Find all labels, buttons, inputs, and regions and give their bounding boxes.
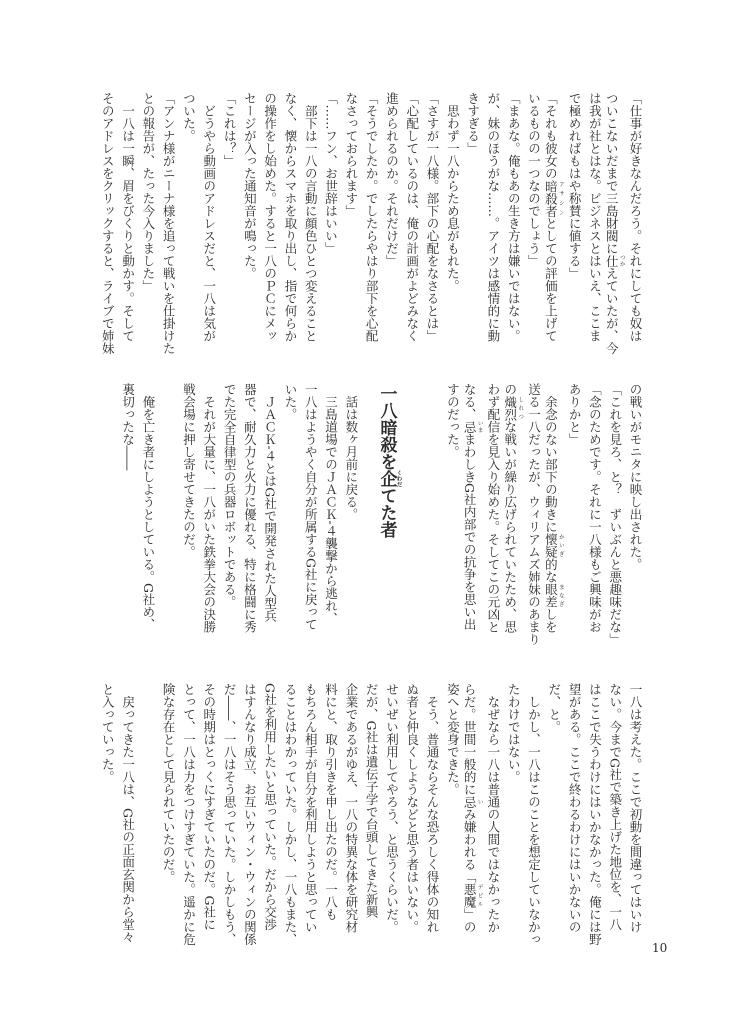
text-run: 」の	[462, 908, 478, 933]
text-run: 「さすが一八様。部下の心配をなさるとは」	[425, 92, 441, 342]
text-run: すのだった。	[445, 383, 461, 458]
text-line	[381, 683, 401, 953]
ruby-reading: かいぎ	[557, 533, 564, 558]
ruby-text	[604, 254, 625, 268]
text-run: 「これは？」	[222, 92, 238, 167]
ruby-base: 忌	[462, 795, 478, 808]
text-run: きすぎる」	[465, 92, 481, 155]
text-run: なる、	[462, 383, 478, 421]
text-run: 一八暗殺を	[376, 385, 397, 470]
text-run: 「仕事が好きなんだろう。それにしても奴は	[628, 92, 643, 342]
text-run: その時期はとっくにすぎていたのだ。G社に	[201, 683, 217, 931]
text-run: 「念のためです。それに一八様もご興味がお	[587, 383, 603, 633]
text-line	[503, 383, 523, 653]
text-run: 送る一八だったが、ウィリアムズ姉妹のあまり	[526, 383, 542, 646]
text-run: 余念のない部下の動きに	[543, 383, 559, 533]
text-line	[523, 683, 543, 953]
text-run: 器で、耐久力と火力に優れる、特に格闘に秀	[242, 383, 258, 633]
text-line	[584, 92, 604, 362]
text-line	[341, 683, 361, 953]
text-line	[178, 383, 198, 653]
text-line	[259, 383, 279, 653]
text-line	[178, 683, 198, 953]
text-run: なく、懐からスマホを取り出し、指で何らか	[282, 92, 298, 342]
page-number: 10	[652, 941, 668, 955]
ruby-base: 忌	[462, 420, 478, 433]
text-line	[625, 683, 645, 953]
text-line	[280, 92, 300, 362]
text-line	[625, 92, 645, 362]
text-run: まわしきG社内部での抗争を思い出	[462, 433, 478, 631]
section-heading	[376, 383, 402, 653]
text-run: とって、一八は力をつけすぎていた。遥かに危	[181, 683, 197, 946]
text-line	[564, 92, 584, 362]
ruby-reading: まなざ	[557, 583, 564, 608]
ruby-base: 熾烈	[502, 395, 518, 421]
text-line	[401, 92, 421, 362]
text-run: いるものの一つなのでしょう」	[526, 92, 542, 267]
text-run: の操作をし始めた。すると一八のＰＣにメッ	[262, 92, 278, 342]
text-run: G社を利用したいと思っていた。だから交渉	[262, 683, 278, 931]
text-run: 「それも彼女の	[543, 92, 559, 180]
text-run: らだ。世間一般的に	[462, 683, 478, 796]
text-line	[422, 683, 442, 953]
text-run: としての評価を上げて	[543, 217, 559, 342]
text-run: たわけではない。	[506, 683, 522, 783]
text-run: てた者	[376, 487, 397, 538]
text-run: 一八はようやく自分が所属するG社に戻って	[303, 383, 319, 631]
text-run: 思わず一八からため息がもれた。	[445, 92, 461, 292]
text-line	[544, 383, 564, 653]
text-run: 「まあな。俺もあの生き方は嫌いではない。	[506, 92, 522, 342]
text-line	[97, 683, 117, 953]
text-run: 「……フン、お世辞はいい」	[323, 92, 339, 255]
text-run: 戻ってきた一八は、G社の正面玄関から堂々	[120, 683, 136, 943]
text-line	[604, 683, 624, 953]
ruby-text	[462, 420, 483, 434]
text-run: そのアドレスをクリックすると、ライブで姉妹	[100, 92, 116, 355]
text-line	[604, 383, 624, 653]
text-line	[320, 683, 340, 953]
text-run: それが大量に、一八がいた鉄拳大会の決勝	[201, 383, 217, 633]
ruby-text	[543, 583, 564, 608]
text-run: ＪＡＣＫ-４とはG社で開発された人型兵	[262, 383, 278, 623]
text-run: の	[502, 383, 518, 396]
ruby-reading: い	[476, 795, 483, 808]
text-run: なさっておられます」	[343, 92, 359, 217]
text-run: だ、と。	[546, 683, 562, 733]
text-line	[138, 92, 158, 362]
ruby-reading: アサシン	[557, 179, 564, 217]
text-run: 料にと、取り引きを申し出たのだ。一八も	[323, 683, 339, 921]
text-run: で極めればもはや称賛に値する」	[567, 92, 583, 280]
blank-line	[422, 383, 442, 653]
text-run: ありかと」	[567, 383, 583, 446]
text-line	[259, 92, 279, 362]
text-line	[625, 383, 645, 653]
text-run: 的な	[543, 558, 559, 583]
text-line	[239, 683, 259, 953]
text-run: 「これを見ろ、と？ ずいぶんと悪趣味だな」	[607, 383, 623, 646]
ruby-base: 懐疑	[543, 533, 559, 558]
text-line	[219, 683, 239, 953]
text-line	[544, 92, 564, 362]
ruby-base: 悪魔	[462, 883, 478, 908]
text-run: だ――、一八はそう思っていた。しかしもう、	[222, 683, 238, 946]
text-line	[198, 683, 218, 953]
text-line	[523, 383, 543, 653]
text-run: 「そうでしたか。でしたらやはり部下を心配	[364, 92, 380, 342]
text-run: な戦いが繰り広げられていたため、思	[502, 420, 518, 633]
text-run: 一八は一瞬、眉をびくりと動かす。そして	[120, 92, 136, 342]
text-run: そう、普通ならそんな恐ろしく得体の知れ	[425, 683, 441, 933]
ruby-reading: くわだ	[395, 470, 402, 487]
text-run: せいぜい利用してやろう、と思うくらいだ。	[384, 683, 400, 933]
text-line	[320, 383, 340, 653]
text-line	[381, 92, 401, 362]
text-line	[483, 683, 503, 953]
text-line	[117, 383, 137, 653]
text-run: 進められるのか。それだけだ」	[384, 92, 400, 267]
ruby-reading: デビル	[476, 883, 483, 908]
text-line	[341, 92, 361, 362]
text-tier-bottom	[97, 683, 645, 953]
text-line	[280, 683, 300, 953]
ruby-base: 企	[376, 470, 397, 487]
text-line	[544, 683, 564, 953]
ruby-reading: しれつ	[517, 395, 524, 421]
text-run: はここで失うわけにはいかなかった。俺には野	[587, 683, 603, 946]
text-line	[300, 683, 320, 953]
ruby-base: 眼差	[543, 583, 559, 608]
text-run: 戦会場に押し寄せてきたのだ。	[181, 383, 197, 558]
text-run: み嫌われる「	[462, 808, 478, 883]
text-line	[401, 683, 421, 953]
text-line	[584, 683, 604, 953]
text-run: 話は数ヶ月前に戻る。	[343, 383, 359, 521]
blank-line	[401, 383, 421, 653]
text-line	[320, 92, 340, 362]
text-tier-top	[97, 92, 645, 362]
text-line	[503, 683, 523, 953]
text-run: ない。今までG社で築き上げた地位を、一八	[607, 683, 623, 931]
text-line	[178, 92, 198, 362]
text-run: 裏切ったな――	[120, 383, 136, 471]
ruby-text	[502, 395, 524, 421]
text-run: 企業であるがゆえ、一八の特異な体を研究材	[343, 683, 359, 933]
text-run: ついこないだまで三島財閥に	[604, 92, 620, 255]
text-run: しかし、一八はこのことを想定していなかっ	[526, 683, 542, 946]
text-run: 「アンナ様がニーナ様を追って戦いを仕掛けた	[161, 92, 177, 355]
text-line	[584, 383, 604, 653]
text-line	[483, 383, 503, 653]
text-line	[219, 92, 239, 362]
text-line	[422, 92, 442, 362]
text-line	[239, 383, 259, 653]
ruby-text	[543, 533, 564, 558]
text-run: が、妹のほうがな……。アイツは感情的に動	[485, 92, 501, 342]
text-line	[117, 683, 137, 953]
text-line	[158, 683, 178, 953]
text-run: と入っていった。	[100, 683, 116, 783]
text-run: 望がある。ここで終わるわけにはいかないの	[567, 683, 583, 933]
text-run: だが、G社は遺伝子学で台頭してきた新興	[364, 683, 380, 918]
text-line	[564, 383, 584, 653]
blank-line	[158, 383, 178, 653]
text-line	[280, 383, 300, 653]
text-line	[564, 683, 584, 953]
text-tier-middle	[117, 383, 645, 653]
text-run: 俺を亡き者にしようとしている。G社め、	[140, 383, 156, 631]
text-run: セージが入った通知音が鳴った。	[242, 92, 258, 280]
text-run: 険な存在として見られていたのだ。	[161, 683, 177, 883]
text-run: わず配信を見入り始めた。そしてこの元凶と	[485, 383, 501, 633]
text-run: はすんなり成立、お互いウィン・ウィンの関係	[242, 683, 258, 946]
text-run: の戦いがモニタに映し出された。	[628, 383, 643, 571]
blank-line	[138, 683, 158, 953]
text-run: 姿へと変身できた。	[445, 683, 461, 796]
ruby-text	[462, 795, 483, 809]
text-line	[300, 92, 320, 362]
ruby-text	[543, 179, 564, 218]
ruby-reading: いま	[476, 420, 483, 433]
text-line	[219, 383, 239, 653]
text-line	[442, 92, 462, 362]
ruby-text	[462, 883, 483, 908]
text-run: は我が社とはな。ビジネスとはいえ、ここま	[587, 92, 603, 342]
text-line	[138, 383, 158, 653]
ruby-reading: つか	[618, 254, 625, 267]
text-line	[341, 383, 361, 653]
text-line	[503, 92, 523, 362]
text-line	[117, 92, 137, 362]
text-run: どうやら動画のアドレスだと、一八は気が	[201, 92, 217, 342]
text-line	[97, 92, 117, 362]
text-run: なぜなら一八は普通の人間ではなかったか	[485, 683, 501, 933]
text-run: 三島道場でのＪＡＣＫ-４襲撃から逃れ、	[323, 383, 339, 625]
text-line	[198, 92, 218, 362]
text-run: 「心配しているのは、俺の計画がよどみなく	[404, 92, 420, 342]
text-run: ぬ者と仲良くしようなどと思う者はいない。	[404, 683, 420, 933]
text-line	[361, 683, 381, 953]
text-run: ることはわかっていた。しかし、一八もまた、	[282, 683, 298, 946]
text-run: えていたが、今	[604, 267, 620, 355]
text-run: しを	[543, 608, 559, 633]
text-run: 部下は一八の言動に顔色ひとつ変えること	[303, 92, 319, 342]
text-line	[158, 92, 178, 362]
text-line	[198, 383, 218, 653]
text-line	[361, 92, 381, 362]
text-line	[259, 683, 279, 953]
ruby-base: 仕	[604, 254, 620, 267]
ruby-text	[376, 470, 402, 487]
ruby-base: 暗殺者	[543, 179, 559, 217]
text-run: 一八は考えた。ここで初動を間違ってはいけ	[628, 683, 643, 933]
text-line	[239, 92, 259, 362]
text-run: もちろん相手が自分を利用しようと思ってい	[303, 683, 319, 933]
text-line	[604, 92, 624, 362]
text-run: ついた。	[181, 92, 197, 142]
text-line	[462, 383, 482, 653]
text-run: いた。	[282, 383, 298, 421]
text-line	[483, 92, 503, 362]
text-line	[462, 92, 482, 362]
text-line	[300, 383, 320, 653]
text-line	[462, 683, 482, 953]
text-run: との報告が、たった今入りました」	[140, 92, 156, 292]
text-run: でた完全自律型の兵器ロボットである。	[222, 383, 238, 608]
